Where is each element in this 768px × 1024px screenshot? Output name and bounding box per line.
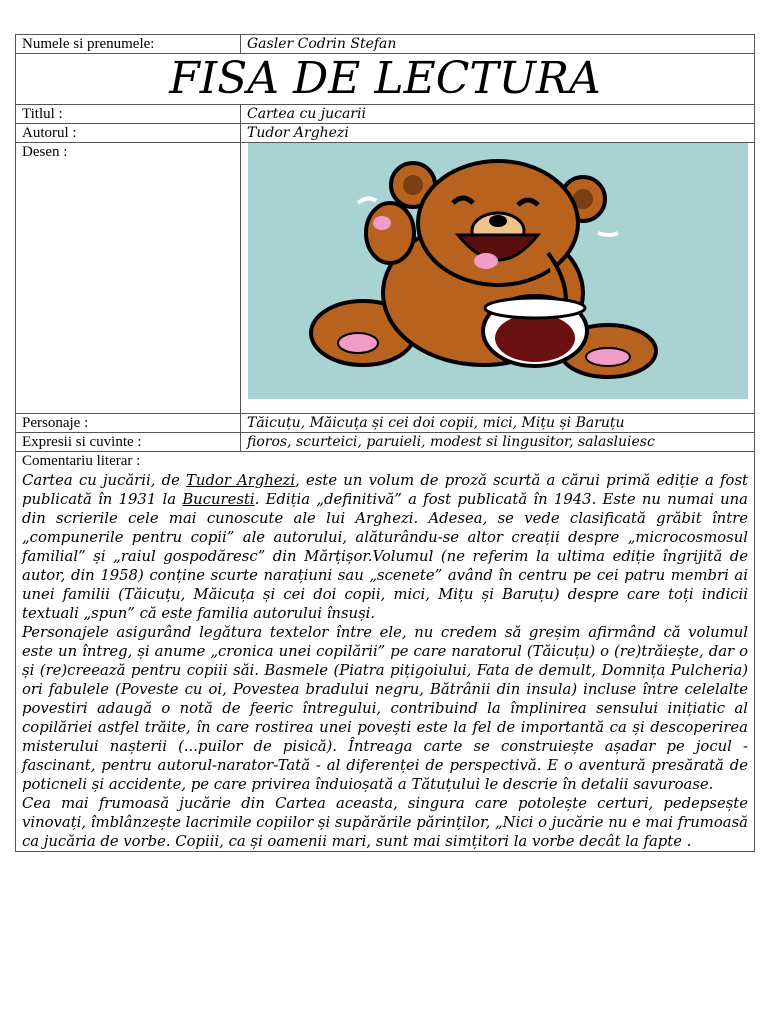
book-title-value: Cartea cu jucarii [241, 105, 755, 124]
literary-comment-cell [16, 452, 755, 852]
comment-text: Cartea cu jucării, de [22, 472, 187, 489]
city-link[interactable]: Bucuresti [182, 491, 255, 508]
comment-paragraph-1 [22, 471, 748, 623]
drawing-label: Desen : [16, 143, 241, 414]
drawing-row [16, 143, 755, 414]
comment-paragraph-3: Cea mai frumoasă jucărie din Cartea aceasta, singura care potolește certuri, pedepsește vinovați, îmblânzește lacrimile copiilor și supărările părinților, „Nici o jucărie nu e mai frumoasă ca jucăria de vorbe. Copiii, ca și oamenii mari, sunt mai simțitori la vorbe decât la fapte . [22, 795, 748, 850]
name-label: Numele si prenumele: [16, 35, 241, 54]
comment-text: . Ediția „definitivă” a fost publicată în 1943. Este nu numai una din scrierile cele mai cunoscute ale lui Arghezi. Adesea, se vede clasificată grăbit între „compunerile pentru copii” ale autorului, alăturându-se altor creații despre „microcosmosul familial” și „raiul gospodăresc” din Mărțișor.Volumul (ne referim la ultima ediție îngrijită de autor, din 1958) conține scurte narațiuni sau „scenete” având în centru pe cei patru membri ai unei familii (Tăicuțu, Măicuța și cei doi copii, mici, Mițu și Baruțu) despre care toți indicii textuali „spun” că este familia autorului însuși. [22, 491, 748, 622]
author-label: Autorul : [16, 124, 241, 143]
name-value: Gasler Codrin Stefan [241, 35, 755, 54]
teddy-bear-with-honey-jar-icon [248, 143, 748, 399]
comment-text: , este un volum de proză scurtă a cărui primă ediție a fost publicată în 1931 la [22, 472, 748, 508]
characters-label: Personaje : [16, 414, 241, 433]
characters-value: Tăicuțu, Măicuța și cei doi copii, mici, Mițu și Baruțu [241, 414, 755, 433]
title-row [16, 54, 755, 105]
characters-row [16, 414, 755, 433]
comment-label: Comentariu literar : [22, 453, 141, 469]
comment-row [16, 452, 755, 852]
comment-paragraph-2: Personajele asigurând legătura textelor între ele, nu credem să greșim afirmând că volumul este un întreg, și anume „cronica unei copilării” pe care naratorul (Tăicuțu) o (re)trăiește, dar o și (re)creează pentru copiii săi. Basmele (Piatra pițigoiului, Fata de demult, Domnița Pulcheria) ori fabulele (Poveste cu oi, Povestea bradului negru, Bătrânii din insula) incluse între celelalte povestiri adaugă o notă de feeric întregului, contribuind la împlinirea sensului inițiatic al copilăriei astfel trăite, în care rostirea unei povești este la fel de importantă ca și descoperirea misterului nașterii (...puilor de pisică). Întreaga carte se construiește așadar pe jocul - fascinant, pentru autorul-narator-Tată - al diferenței de perspectivă. E o aventură presărată de poticneli și accidente, pe care privirea înduioșată a Tătuțului le descrie în detalii savuroase. [22, 624, 748, 793]
drawing-cell [241, 143, 755, 414]
expressions-row [16, 433, 755, 452]
book-title-label: Titlul : [16, 105, 241, 124]
expressions-value: fioros, scurteici, paruieli, modest si lingusitor, salasluiesc [241, 433, 755, 452]
reading-sheet-table [15, 34, 755, 852]
expressions-label: Expresii si cuvinte : [16, 433, 241, 452]
sheet-title: FISA DE LECTURA [16, 54, 755, 105]
author-value: Tudor Arghezi [241, 124, 755, 143]
author-link[interactable]: Tudor Arghezi [186, 472, 296, 489]
author-row [16, 124, 755, 143]
name-row [16, 35, 755, 54]
book-title-row [16, 105, 755, 124]
teddy-bear-illustration [248, 143, 748, 399]
